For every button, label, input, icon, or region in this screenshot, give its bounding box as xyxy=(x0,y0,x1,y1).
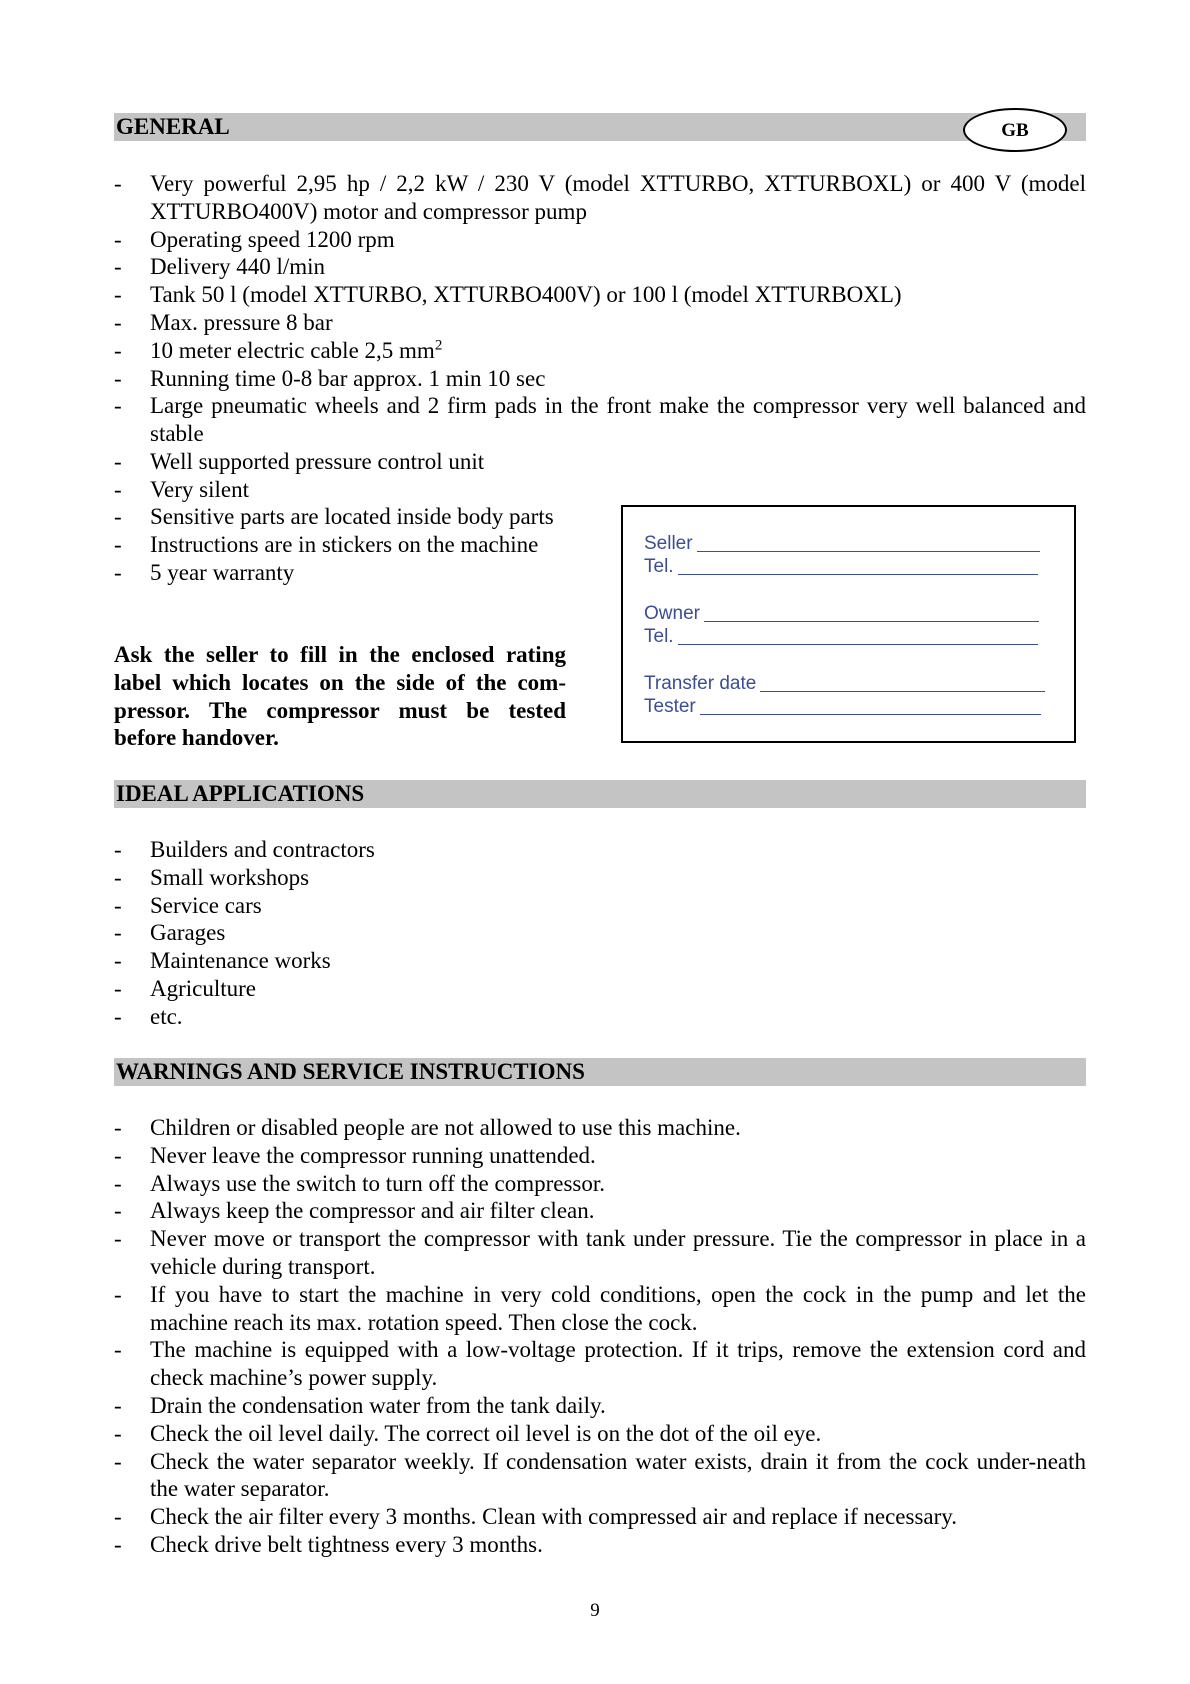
field-line xyxy=(678,574,1038,575)
list-item-text: If you have to start the machine in very cold conditions, open the cock in the pump and let the machine reach its max. rotation speed. Then close the cock. xyxy=(150,1281,1086,1335)
rating-label-box xyxy=(621,505,1076,743)
list-item-text: Garages xyxy=(150,920,226,946)
list-item xyxy=(114,975,1086,1003)
section-header-general xyxy=(114,113,1086,141)
list-item xyxy=(114,1392,1086,1420)
list-item-text: Always use the switch to turn off the compressor. xyxy=(150,1170,606,1196)
list-item xyxy=(114,337,1086,365)
list-item xyxy=(114,1336,1086,1392)
section-title: IDEAL APPLICATIONS xyxy=(116,781,365,806)
bullet-dash: - xyxy=(114,1170,122,1196)
bullet-dash: - xyxy=(114,531,122,557)
seller-tel-field xyxy=(644,557,1038,577)
owner-field xyxy=(644,604,1039,624)
bullet-dash: - xyxy=(114,1420,122,1446)
bullet-dash: - xyxy=(114,504,122,529)
section-header-ideal-applications xyxy=(114,780,1086,808)
bullet-dash: - xyxy=(114,559,122,585)
list-item xyxy=(114,1281,1086,1337)
bullet-dash: - xyxy=(114,948,122,974)
list-item-text: Always keep the compressor and air filter clean. xyxy=(150,1198,595,1224)
field-label: Owner xyxy=(644,603,700,624)
bullet-dash: - xyxy=(114,1448,122,1474)
list-item xyxy=(114,503,566,531)
bullet-dash: - xyxy=(114,920,122,946)
list-item xyxy=(114,281,1086,309)
bullet-dash: - xyxy=(114,365,122,391)
section-title: GENERAL xyxy=(116,114,230,139)
bullet-dash: - xyxy=(114,1226,122,1252)
field-line xyxy=(760,691,1045,692)
list-item-text: Small workshops xyxy=(150,864,310,890)
bullet-dash: - xyxy=(114,254,122,280)
owner-tel-field xyxy=(644,627,1038,647)
bullet-dash: - xyxy=(114,1337,122,1363)
field-line xyxy=(700,714,1041,715)
list-item xyxy=(114,253,1086,281)
list-item xyxy=(114,1114,1086,1142)
list-item-text: The machine is equipped with a low-voltage protection. If it trips, remove the extension cord and check machine’s power supply. xyxy=(150,1337,1086,1391)
list-item xyxy=(114,559,566,587)
bullet-dash: - xyxy=(114,1115,122,1140)
list-item-text: Builders and contractors xyxy=(150,837,375,862)
seller-note: Ask the seller to fill in the enclosed rating label which locates on the side of the com-pressor. The compressor must be tested before handover. xyxy=(114,642,566,751)
bullet-dash: - xyxy=(114,309,122,335)
list-item-text: Check drive belt tightness every 3 months. xyxy=(150,1531,543,1557)
field-line xyxy=(704,621,1039,622)
list-item-text: Very powerful 2,95 hp / 2,2 kW / 230 V (model XTTURBO, XTTURBOXL) or 400 V (model XTTURBO400V) motor and compressor pump xyxy=(150,171,1086,224)
list-item xyxy=(114,448,1086,476)
list-item xyxy=(114,226,1086,254)
list-item xyxy=(114,170,1086,226)
list-item xyxy=(114,947,1086,975)
list-item xyxy=(114,365,1086,393)
bullet-dash: - xyxy=(114,337,122,363)
list-item-text: Tank 50 l (model XTTURBO, XTTURBO400V) or 100 l (model XTTURBOXL) xyxy=(150,282,902,308)
list-item xyxy=(114,1003,1086,1031)
unit-superscript: 2 xyxy=(434,337,443,354)
section-header-warnings xyxy=(114,1058,1086,1086)
list-item-text: Check the air filter every 3 months. Clean with compressed air and replace if necessary. xyxy=(150,1504,958,1530)
tester-field xyxy=(644,697,1041,717)
list-item xyxy=(114,1197,1086,1225)
language-badge xyxy=(963,108,1067,152)
list-item-text: Check the oil level daily. The correct oil level is on the dot of the oil eye. xyxy=(150,1420,822,1446)
bullet-dash: - xyxy=(114,864,122,890)
list-item xyxy=(114,1503,1086,1531)
list-item xyxy=(114,1531,1086,1559)
list-item-text: Drain the condensation water from the tank daily. xyxy=(150,1392,606,1418)
field-label: Tel. xyxy=(644,626,674,647)
bullet-dash: - xyxy=(114,171,122,196)
list-item xyxy=(114,1142,1086,1170)
bullet-dash: - xyxy=(114,1531,122,1557)
field-line xyxy=(678,644,1038,645)
field-label: Seller xyxy=(644,533,693,554)
field-label: Transfer date xyxy=(644,673,757,694)
list-item xyxy=(114,919,1086,947)
list-item xyxy=(114,476,1086,504)
list-item xyxy=(114,392,1086,448)
list-item-text: Never leave the compressor running unattended. xyxy=(150,1142,596,1168)
list-item xyxy=(114,531,566,559)
list-item xyxy=(114,1170,1086,1198)
bullet-dash: - xyxy=(114,1142,122,1168)
list-item xyxy=(114,864,1086,892)
bullet-dash: - xyxy=(114,975,122,1001)
bullet-dash: - xyxy=(114,448,122,474)
list-item-text: Service cars xyxy=(150,892,262,918)
list-item xyxy=(114,1420,1086,1448)
page-number: 9 xyxy=(590,1600,600,1621)
list-item-text: Well supported pressure control unit xyxy=(150,448,485,474)
bullet-dash: - xyxy=(114,1003,122,1029)
general-features-list-narrow xyxy=(114,503,566,586)
list-item-text: Maintenance works xyxy=(150,948,331,974)
list-item xyxy=(114,1225,1086,1281)
ideal-applications-list xyxy=(114,836,1086,1031)
section-title: WARNINGS AND SERVICE INSTRUCTIONS xyxy=(116,1059,585,1084)
list-item xyxy=(114,309,1086,337)
list-item-text: Check the water separator weekly. If condensation water exists, drain it from the cock under-neath the water separator. xyxy=(150,1448,1086,1502)
field-line xyxy=(697,551,1040,552)
bullet-dash: - xyxy=(114,1198,122,1224)
list-item xyxy=(114,892,1086,920)
list-item-text: etc. xyxy=(150,1003,183,1029)
list-item-text: Large pneumatic wheels and 2 firm pads in the front make the compressor very well balanced and stable xyxy=(150,393,1086,447)
list-item-text: Operating speed 1200 rpm xyxy=(150,226,395,252)
bullet-dash: - xyxy=(114,892,122,918)
list-item xyxy=(114,836,1086,864)
bullet-dash: - xyxy=(114,1504,122,1530)
list-item-text: Never move or transport the compressor with tank under pressure. Tie the compressor in place in a vehicle during transport. xyxy=(150,1226,1086,1279)
language-code: GB xyxy=(1001,120,1029,141)
list-item-text: Instructions are in stickers on the machine xyxy=(150,531,539,557)
list-item xyxy=(114,1448,1086,1504)
bullet-dash: - xyxy=(114,1392,122,1418)
list-item-text: Running time 0-8 bar approx. 1 min 10 sec xyxy=(150,365,546,391)
list-item-text: Very silent xyxy=(150,476,250,502)
list-item-text: 5 year warranty xyxy=(150,559,295,585)
general-features-list xyxy=(114,170,1086,504)
list-item-text: 10 meter electric cable 2,5 mm xyxy=(150,337,435,363)
list-item-text: Sensitive parts are located inside body parts xyxy=(150,504,554,529)
bullet-dash: - xyxy=(114,282,122,308)
list-item-text: Agriculture xyxy=(150,975,257,1001)
bullet-dash: - xyxy=(114,226,122,252)
list-item-text: Max. pressure 8 bar xyxy=(150,309,333,335)
field-label: Tel. xyxy=(644,556,674,577)
bullet-dash: - xyxy=(114,837,122,862)
warnings-list xyxy=(114,1114,1086,1559)
seller-field xyxy=(644,534,1040,554)
field-label: Tester xyxy=(644,696,696,717)
transfer-date-field xyxy=(644,674,1045,694)
list-item-text: Delivery 440 l/min xyxy=(150,254,326,280)
list-item-text: Children or disabled people are not allowed to use this machine. xyxy=(150,1115,741,1140)
bullet-dash: - xyxy=(114,476,122,502)
bullet-dash: - xyxy=(114,1281,122,1307)
bullet-dash: - xyxy=(114,393,122,419)
